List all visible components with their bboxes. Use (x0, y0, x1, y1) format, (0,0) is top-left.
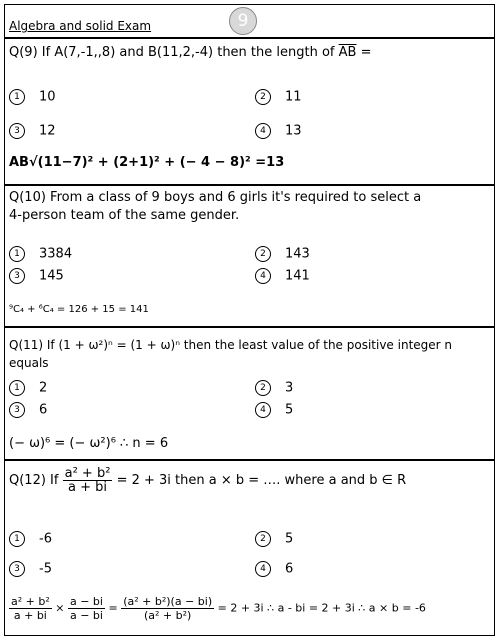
page-header (5, 5, 494, 39)
question-fraction: $\frac{\text{a² + b²}}{a + bi}$ (64, 466, 111, 495)
option-3[interactable]: 3 6 (9, 402, 47, 418)
exam-title: Algebra and solid Exam (9, 19, 152, 33)
exam-page (4, 4, 495, 636)
question-text: Q(9) If A(7,-1,,8) and B(11,2,-4) then the length of $\overline{AB}$ = (9, 45, 372, 60)
option-2[interactable]: 2 5 (255, 531, 293, 547)
option-3[interactable]: 3 145 (9, 268, 64, 284)
option-4[interactable]: 4 141 (255, 268, 310, 284)
solution: ⁹C₄ + ⁶C₄ = 126 + 15 = 141 (9, 304, 149, 315)
option-1[interactable]: 1 2 (9, 380, 47, 396)
question-text: Q(10) From a class of 9 boys and 6 girls it's required to select a (9, 190, 422, 205)
question-text: Q(11) If (1 + ω²)ⁿ = (1 + ω)ⁿ then the least value of the positive integer n (9, 338, 453, 352)
question-text-line2: 4-person team of the same gender. (9, 208, 240, 223)
question-text: Q(12) If $\frac{\text{a² + b²}}{a + bi}$ = 2 + 3i then a × b = …. where a and b ∈ R (9, 466, 407, 495)
question-10 (5, 186, 494, 328)
page-number-badge: 9 (229, 7, 257, 35)
option-3[interactable]: 3 12 (9, 123, 56, 139)
solution: (− ω)⁶ = (− ω²)⁶ ∴ n = 6 (9, 436, 169, 451)
solution: $\frac{\text{a² + b²}}{a + bi}$ × $\frac{a - bi}{a - bi}$ = $\frac{\text{(a² + b²)(a − bi)}}{\text{(a² + b²)}}$ = 2 + 3i ∴ a - bi = 2 + 3i ∴ a × b = -6 (11, 595, 426, 622)
solution-fraction-2: $\frac{a - bi}{a - bi}$ (69, 595, 103, 622)
option-4[interactable]: 4 13 (255, 123, 302, 139)
option-2[interactable]: 2 3 (255, 380, 293, 396)
option-4[interactable]: 4 6 (255, 561, 293, 577)
solution: AB√(11−7)² + (2+1)² + (− 4 − 8)² =13 (9, 155, 285, 170)
option-2[interactable]: 2 143 (255, 246, 310, 262)
solution-fraction-1: $\frac{\text{a² + b²}}{a + bi}$ (11, 595, 50, 622)
segment-ab: $\overline{AB}$ (338, 45, 357, 60)
option-4[interactable]: 4 5 (255, 402, 293, 418)
option-1[interactable]: 1 3384 (9, 246, 72, 262)
option-3[interactable]: 3 -5 (9, 561, 52, 577)
question-12 (5, 461, 494, 636)
question-9 (5, 37, 494, 186)
question-11 (5, 328, 494, 461)
solution-fraction-3: $\frac{\text{(a² + b²)(a − bi)}}{\text{(a² + b²)}}$ (123, 595, 213, 622)
option-1[interactable]: 1 -6 (9, 531, 52, 547)
option-2[interactable]: 2 11 (255, 89, 302, 105)
option-1[interactable]: 1 10 (9, 89, 56, 105)
question-text-line2: equals (9, 356, 49, 370)
